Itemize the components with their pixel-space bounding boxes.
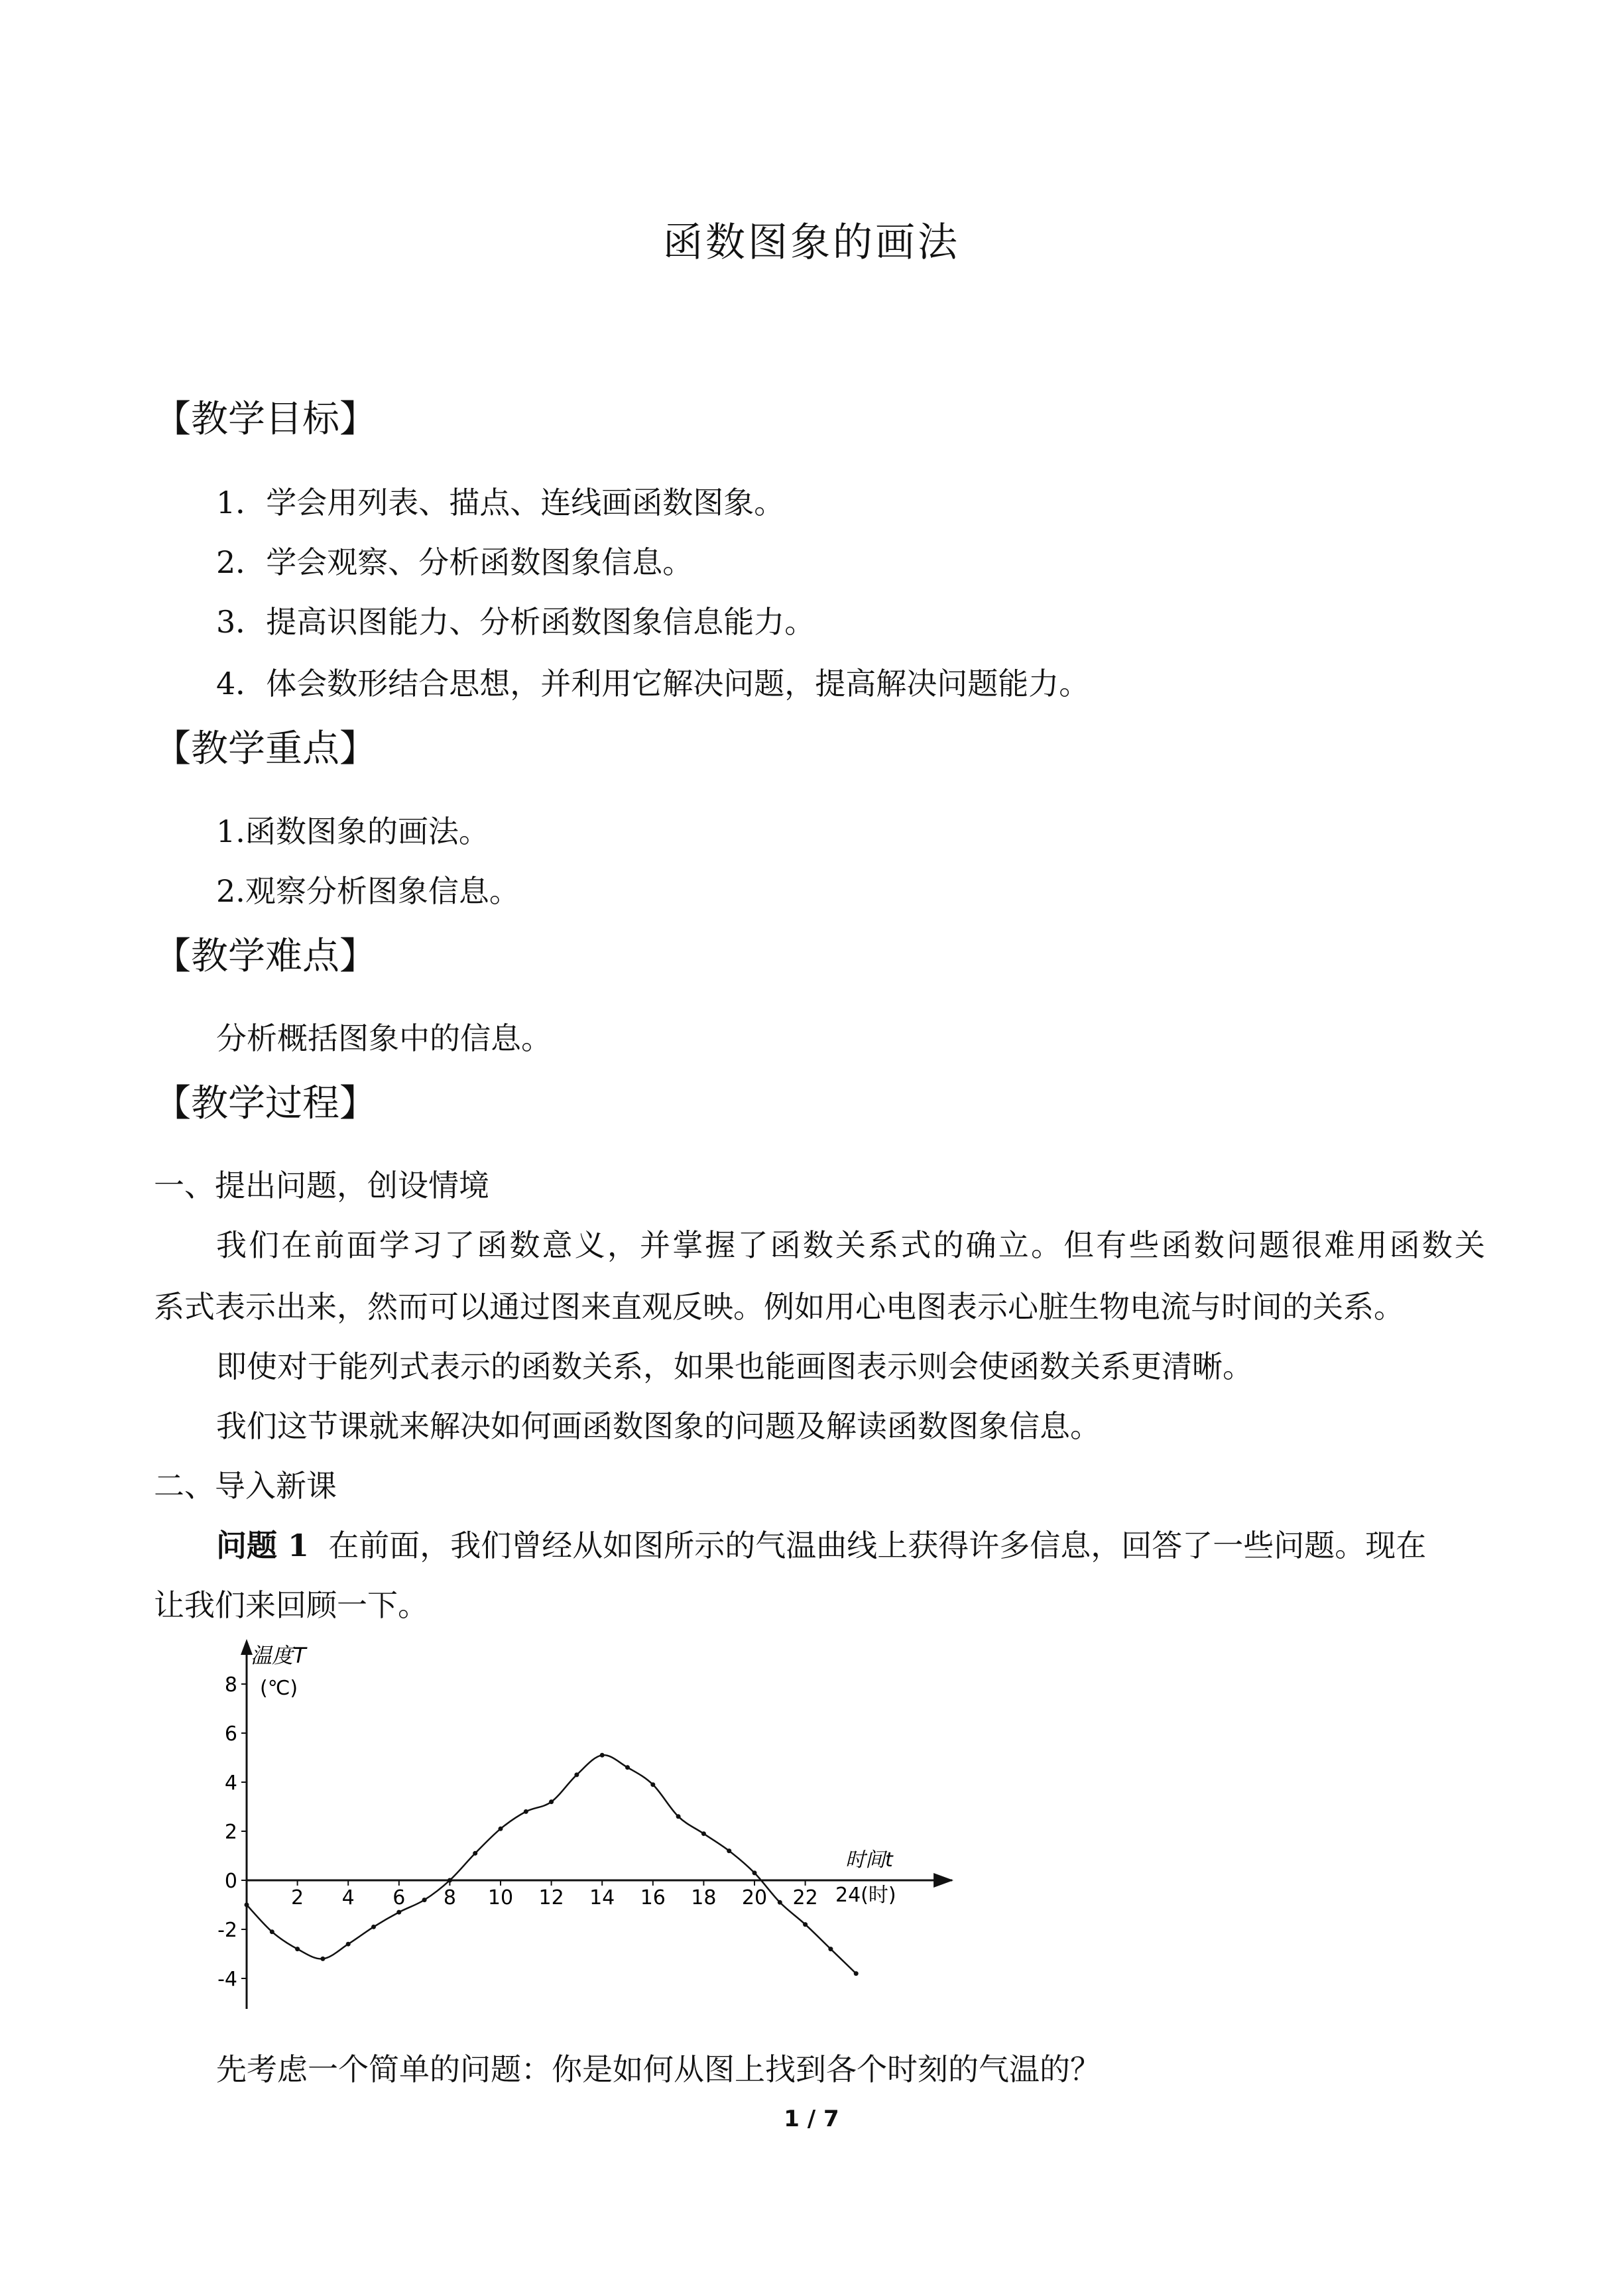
goal-item-4: 4．体会数形结合思想，并利用它解决问题，提高解决问题能力。 <box>216 666 1090 701</box>
goal-item-2: 2．学会观察、分析函数图象信息。 <box>216 544 693 580</box>
data-point <box>650 1782 655 1787</box>
part1-para3: 我们这节课就来解决如何画函数图象的问题及解读函数图象信息。 <box>216 1408 1101 1444</box>
temperature-chart <box>199 1638 955 2009</box>
part1-para1-line1: 我们在前面学习了函数意义，并掌握了函数关系式的确立。但有些函数问题很难用函数关 <box>216 1227 1485 1263</box>
process-heading: 【教学过程】 <box>154 1082 377 1125</box>
x-tick-label: 12 <box>538 1886 564 1909</box>
data-point <box>625 1765 630 1770</box>
data-point <box>396 1910 401 1915</box>
y-axis-unit: (℃) <box>260 1677 298 1700</box>
data-point <box>727 1848 731 1853</box>
part1-para1-line2: 系式表示出来，然而可以通过图来直观反映。例如用心电图表示心脏生物电流与时间的关系。 <box>154 1289 1404 1325</box>
x-tick-label: 6 <box>392 1886 406 1909</box>
data-point <box>245 1903 249 1907</box>
y-tick-label: 6 <box>224 1722 237 1746</box>
data-point <box>371 1925 376 1929</box>
question1-line2: 让我们来回顾一下。 <box>154 1587 428 1623</box>
question1-label: 问题 1 <box>216 1528 310 1563</box>
x-axis-unit: 24(时) <box>835 1884 896 1907</box>
data-point <box>600 1753 605 1758</box>
question1-text: 在前面，我们曾经从如图所示的气温曲线上获得许多信息，回答了一些问题。现在 <box>328 1528 1427 1563</box>
y-tick-label: 0 <box>224 1870 237 1893</box>
data-point <box>499 1827 503 1831</box>
x-axis-arrow <box>933 1873 953 1888</box>
question1-line1 <box>216 1522 1485 1565</box>
data-point <box>473 1851 477 1856</box>
data-point <box>448 1878 452 1883</box>
key-point-item-2: 2.观察分析图象信息。 <box>216 873 520 909</box>
part2-heading: 二、导入新课 <box>154 1468 337 1504</box>
difficulty-item-1: 分析概括图象中的信息。 <box>216 1020 552 1056</box>
y-tick-label: 8 <box>224 1673 237 1697</box>
part1-para2: 即使对于能列式表示的函数关系，如果也能画图表示则会使函数关系更清晰。 <box>216 1349 1253 1384</box>
part1-heading: 一、提出问题，创设情境 <box>154 1168 489 1203</box>
x-tick-label: 18 <box>691 1886 717 1909</box>
x-tick-label: 14 <box>589 1886 615 1909</box>
data-point <box>854 1971 859 1976</box>
data-point <box>778 1900 782 1905</box>
goal-item-3: 3．提高识图能力、分析函数图象信息能力。 <box>216 604 815 640</box>
x-tick-label: 22 <box>792 1886 818 1909</box>
y-tick-label: 2 <box>224 1821 237 1844</box>
data-point <box>295 1947 300 1951</box>
x-tick-label: 20 <box>741 1886 768 1909</box>
y-tick-label: -4 <box>217 1968 237 1991</box>
x-axis-label: 时间t <box>845 1848 893 1872</box>
goal-item-1: 1．学会用列表、描点、连线画函数图象。 <box>216 485 785 520</box>
y-axis-label: 温度T <box>251 1643 306 1668</box>
x-tick-label: 8 <box>443 1886 456 1909</box>
data-point <box>803 1922 808 1927</box>
data-point <box>752 1870 757 1875</box>
data-point <box>270 1929 274 1934</box>
data-point <box>676 1814 681 1819</box>
data-point <box>828 1947 833 1951</box>
x-tick-label: 16 <box>640 1886 666 1909</box>
x-tick-label: 10 <box>487 1886 514 1909</box>
data-point <box>346 1942 351 1947</box>
data-point <box>422 1898 427 1902</box>
goals-heading: 【教学目标】 <box>154 398 377 441</box>
temperature-curve <box>247 1755 856 1973</box>
page-number: 1 / 7 <box>784 2106 839 2132</box>
key-point-item-1: 1.函数图象的画法。 <box>216 814 489 849</box>
data-point <box>701 1831 706 1836</box>
page-title: 函数图象的画法 <box>663 219 960 266</box>
y-tick-label: -2 <box>217 1919 237 1942</box>
data-point <box>549 1799 554 1804</box>
x-tick-label: 2 <box>291 1886 304 1909</box>
x-tick-label: 4 <box>341 1886 355 1909</box>
y-tick-label: 4 <box>224 1772 237 1795</box>
difficulties-heading: 【教学难点】 <box>154 935 377 978</box>
data-point <box>574 1772 579 1777</box>
data-point <box>320 1957 325 1961</box>
after-chart-question: 先考虑一个简单的问题：你是如何从图上找到各个时刻的气温的？ <box>216 2051 1101 2087</box>
data-point <box>524 1809 528 1814</box>
key-points-heading: 【教学重点】 <box>154 727 377 770</box>
